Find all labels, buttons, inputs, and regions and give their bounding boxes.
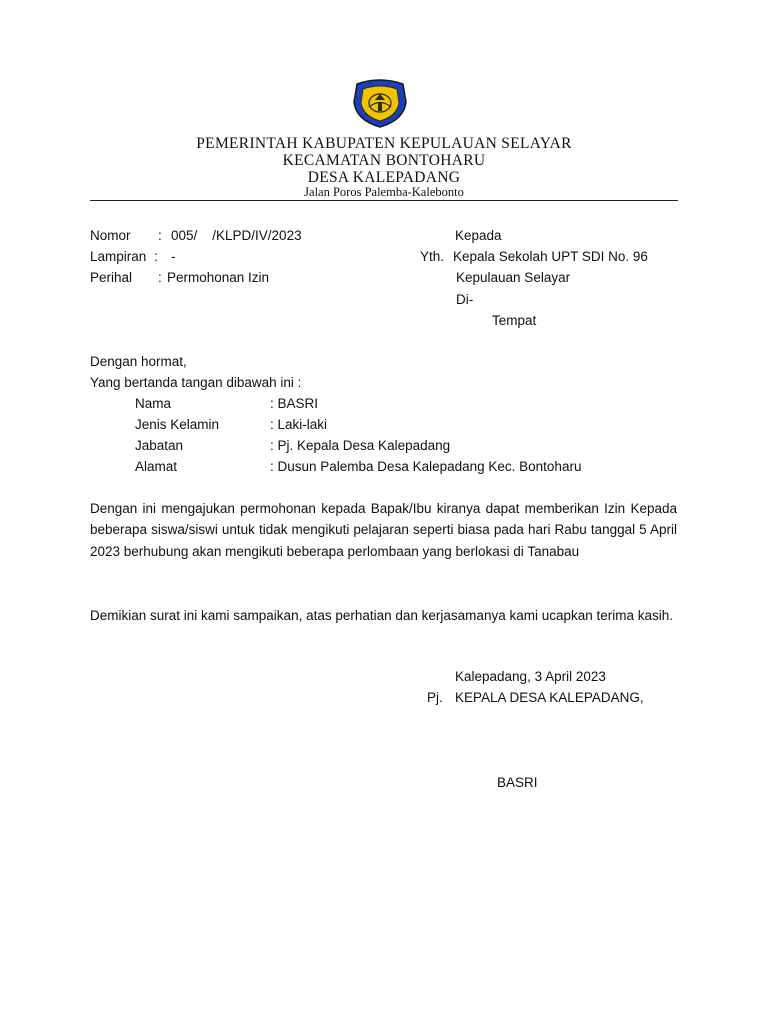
recipient-tempat: Tempat	[492, 313, 537, 328]
body-paragraph-closing: Demikian surat ini kami sampaikan, atas perhatian dan kerjasamanya kami ucapkan terima kasih.	[90, 608, 674, 623]
intro-line: Yang bertanda tangan dibawah ini :	[90, 375, 302, 390]
recipient-yth: Yth.	[420, 249, 445, 264]
letterhead-address: Jalan Poros Palemba-Kalebonto	[304, 185, 464, 199]
letterhead-district: KECAMATAN BONTOHARU	[282, 152, 486, 169]
signature-prefix: Pj.	[427, 690, 443, 705]
meta-value-nomor: 005/ /KLPD/IV/2023	[171, 228, 302, 243]
letterhead-government: PEMERINTAH KABUPATEN KEPULAUAN SELAYAR	[196, 135, 572, 152]
signature-place-date: Kalepadang, 3 April 2023	[455, 669, 606, 684]
body-paragraph-request: Dengan ini mengajukan permohonan kepada Bapak/Ibu kiranya dapat memberikan Izin Kepada beberapa siswa/siswi untuk tidak mengikuti pelajaran seperti biasa pada hari Rabu tanggal 5 April 2023 berhubung akan mengikuti beberapa perlombaan yang berlokasi di Tanabau	[90, 501, 677, 559]
signature-name: BASRI	[497, 775, 538, 790]
identity-label-jabatan: Jabatan	[135, 438, 184, 453]
signature-title: KEPALA DESA KALEPADANG,	[455, 690, 644, 705]
identity-value-nama: : BASRI	[270, 396, 319, 411]
meta-value-perihal: Permohonan Izin	[167, 270, 270, 285]
recipient-kepada: Kepada	[455, 228, 502, 243]
meta-label-lampiran: Lampiran	[90, 249, 147, 264]
meta-label-perihal: Perihal	[90, 270, 133, 285]
identity-value-gender: : Laki-laki	[270, 417, 328, 432]
greeting: Dengan hormat,	[90, 354, 187, 369]
recipient-di: Di-	[456, 292, 474, 307]
identity-label-gender: Jenis Kelamin	[135, 417, 220, 432]
meta-sep-nomor: :	[158, 228, 162, 243]
meta-value-lampiran: -	[171, 249, 176, 264]
shield-emblem-icon	[349, 78, 411, 128]
meta-label-nomor: Nomor	[90, 228, 131, 243]
identity-value-alamat: : Dusun Palemba Desa Kalepadang Kec. Bontoharu	[270, 459, 582, 474]
identity-label-alamat: Alamat	[135, 459, 178, 474]
recipient-name: Kepala Sekolah UPT SDI No. 96	[453, 249, 648, 264]
meta-sep-perihal: :	[158, 270, 162, 285]
meta-sep-lampiran: :	[154, 249, 158, 264]
letterhead-divider	[90, 200, 678, 201]
regency-logo	[349, 78, 411, 128]
identity-label-nama: Nama	[135, 396, 172, 411]
identity-value-jabatan: : Pj. Kepala Desa Kalepadang	[270, 438, 451, 453]
recipient-location: Kepulauan Selayar	[456, 270, 571, 285]
letterhead-village: DESA KALEPADANG	[307, 169, 461, 186]
